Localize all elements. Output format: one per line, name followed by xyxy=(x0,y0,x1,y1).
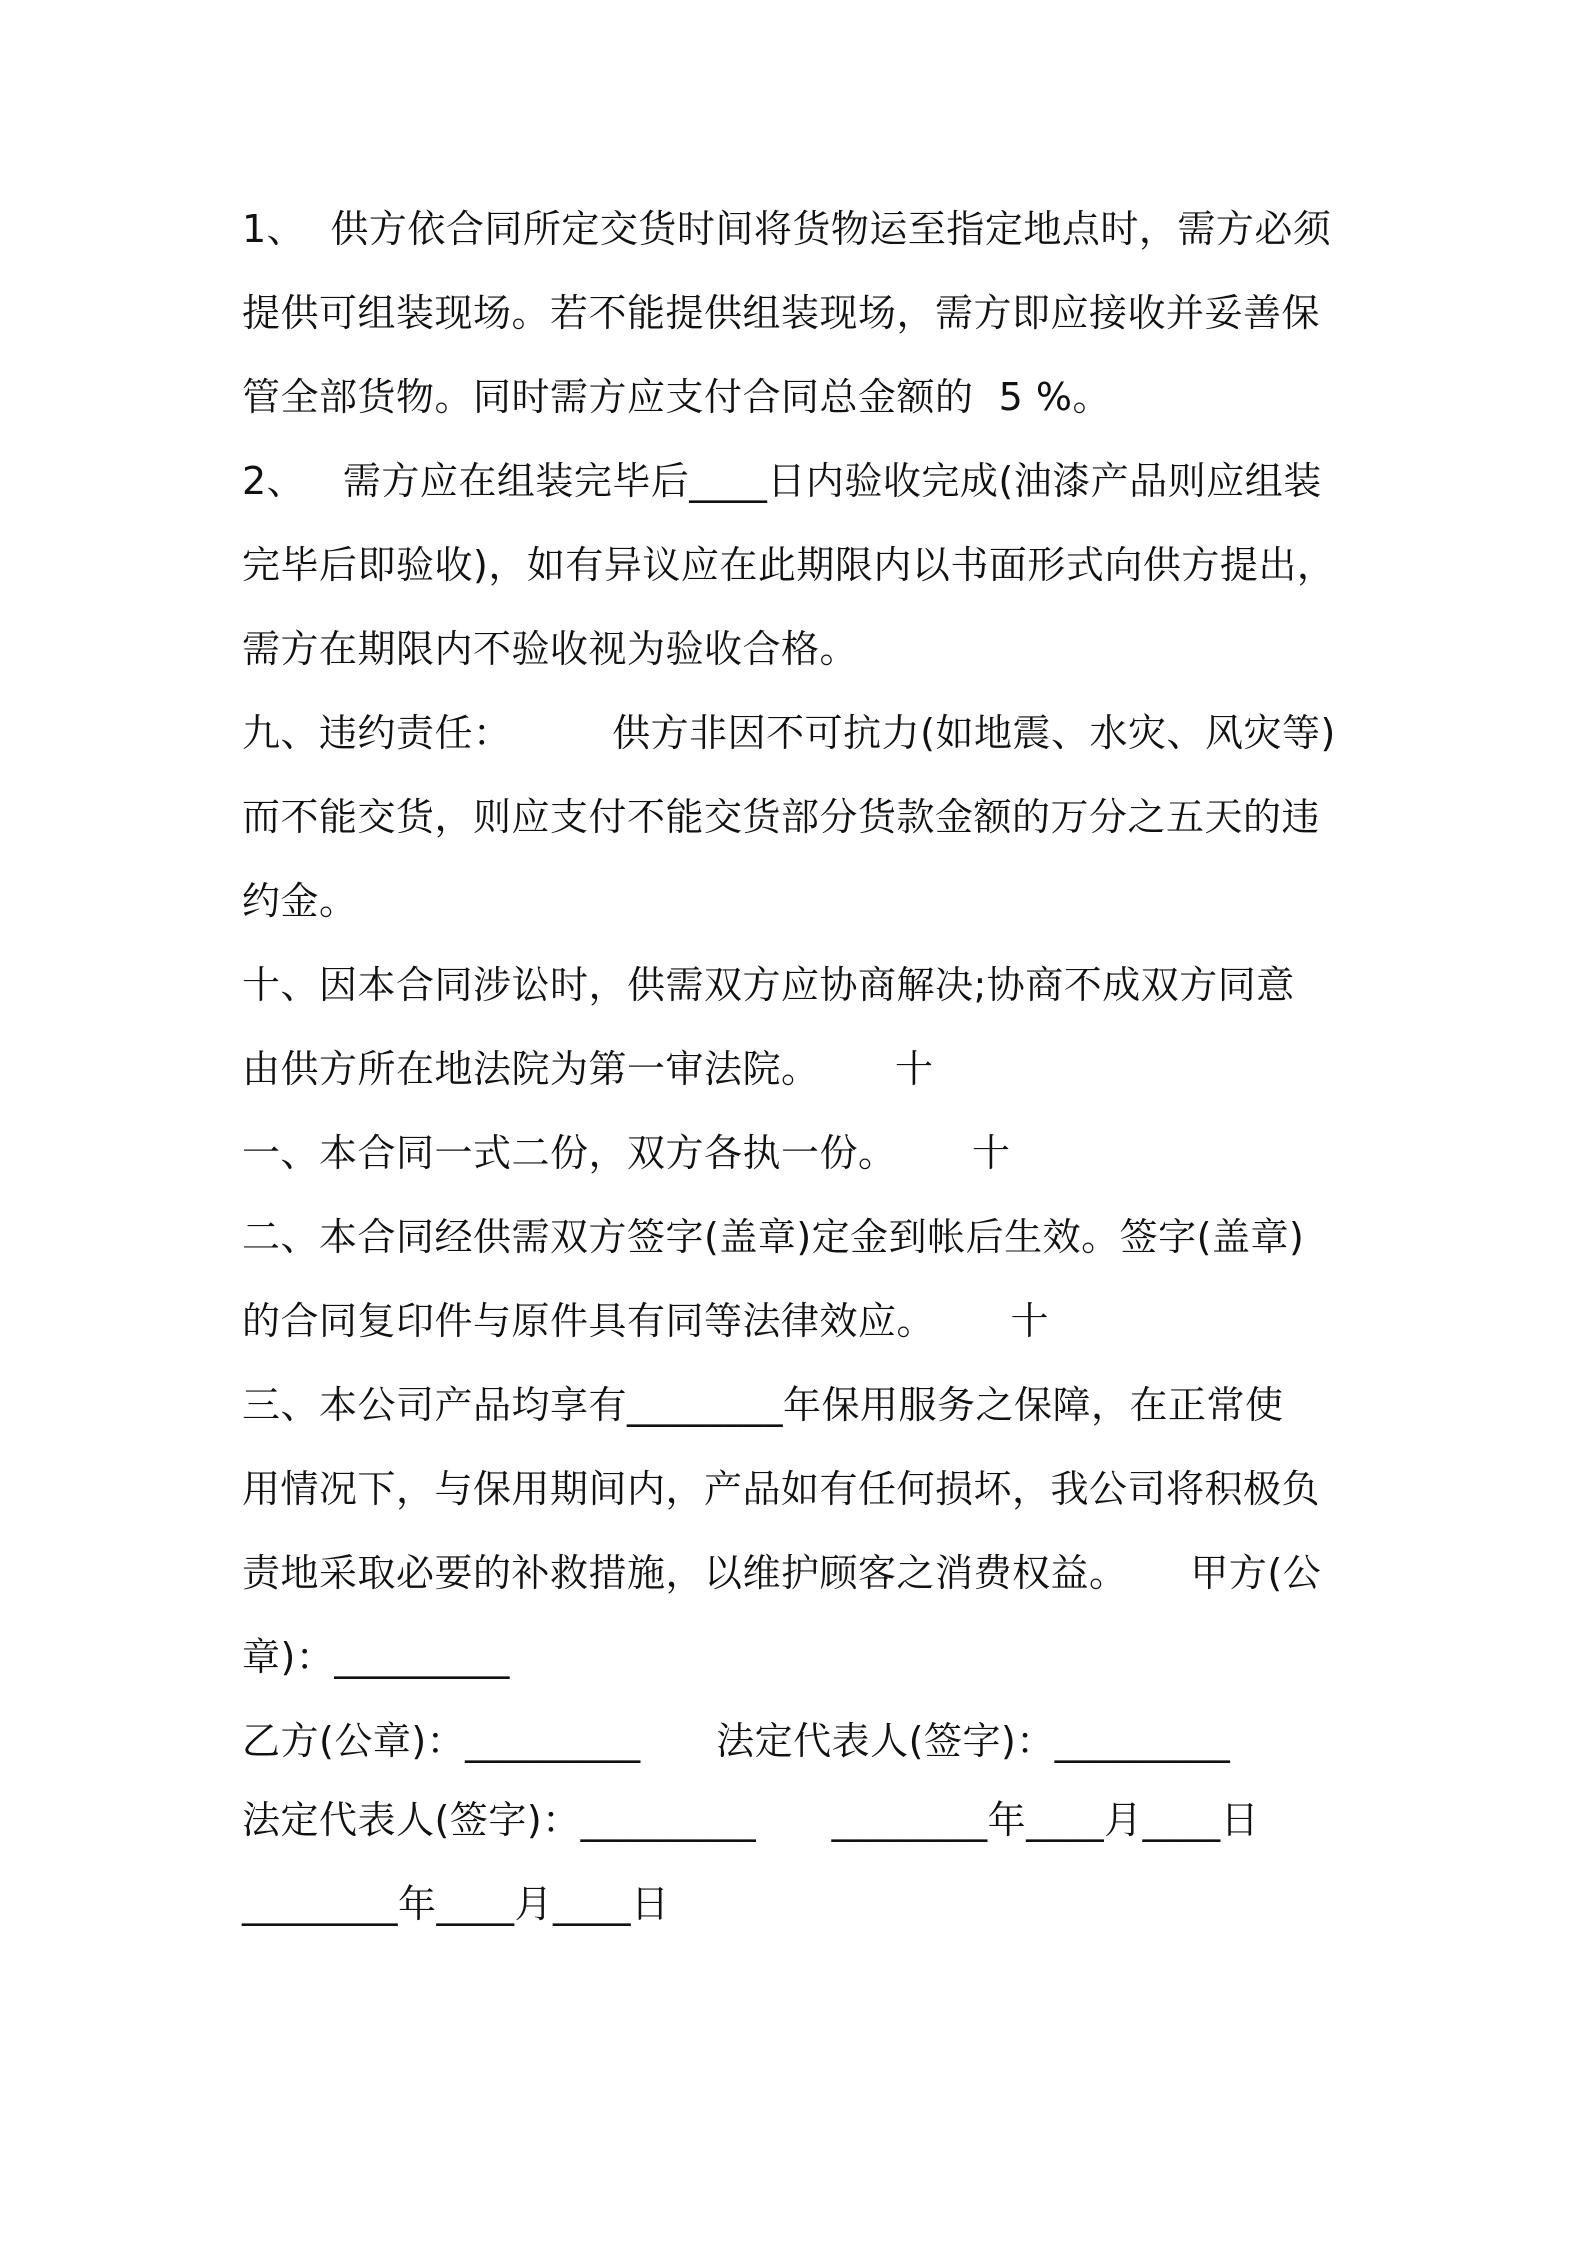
clause-1-line-3: 管全部货物。同时需方应支付合同总金额的 5 %。 xyxy=(242,375,1112,419)
section-12-line-1: 二、本合同经供需双方签字(盖章)定金到帐后生效。签字(盖章) xyxy=(242,1215,1305,1259)
party-b-signature-line: 乙方(公章)：_________ 法定代表人(签字)：_________ xyxy=(242,1719,1231,1763)
clause-2-line-3: 需方在期限内不验收视为验收合格。 xyxy=(242,627,859,671)
section-9-line-1: 九、违约责任： 供方非因不可抗力(如地震、水灾、风灾等) xyxy=(242,711,1336,755)
clause-2-line-1: 2、 需方应在组装完毕后____日内验收完成(油漆产品则应组装 xyxy=(242,459,1322,503)
section-11-line-1: 一、本合同一式二份，双方各执一份。 十 xyxy=(242,1131,1011,1175)
clause-1-line-1: 1、 供方依合同所定交货时间将货物运至指定地点时，需方必须 xyxy=(242,207,1332,251)
clause-1-line-2: 提供可组装现场。若不能提供组装现场，需方即应接收并妥善保 xyxy=(242,291,1321,335)
party-a-seal-line: 章)：_________ xyxy=(242,1635,510,1679)
final-date-line: ________年____月____日 xyxy=(242,1882,670,1926)
section-9-line-3: 约金。 xyxy=(242,879,358,923)
section-13-line-3: 责地采取必要的补救措施，以维护顾客之消费权益。 甲方(公 xyxy=(242,1551,1322,1595)
representative-date-line: 法定代表人(签字)：_________ ________年____月____日 xyxy=(242,1798,1260,1842)
section-13-line-1: 三、本公司产品均享有________年保用服务之保障，在正常使 xyxy=(242,1383,1284,1427)
section-12-line-2: 的合同复印件与原件具有同等法律效应。 十 xyxy=(242,1299,1049,1343)
section-10-line-2: 由供方所在地法院为第一审法院。 十 xyxy=(242,1047,934,1091)
section-10-line-1: 十、因本合同涉讼时，供需双方应协商解决;协商不成双方同意 xyxy=(242,963,1295,1007)
section-9-line-2: 而不能交货，则应支付不能交货部分货款金额的万分之五天的违 xyxy=(242,795,1321,839)
clause-2-line-2: 完毕后即验收)，如有异议应在此期限内以书面形式向供方提出， xyxy=(242,543,1336,587)
section-13-line-2: 用情况下，与保用期间内，产品如有任何损坏，我公司将积极负 xyxy=(242,1467,1321,1511)
